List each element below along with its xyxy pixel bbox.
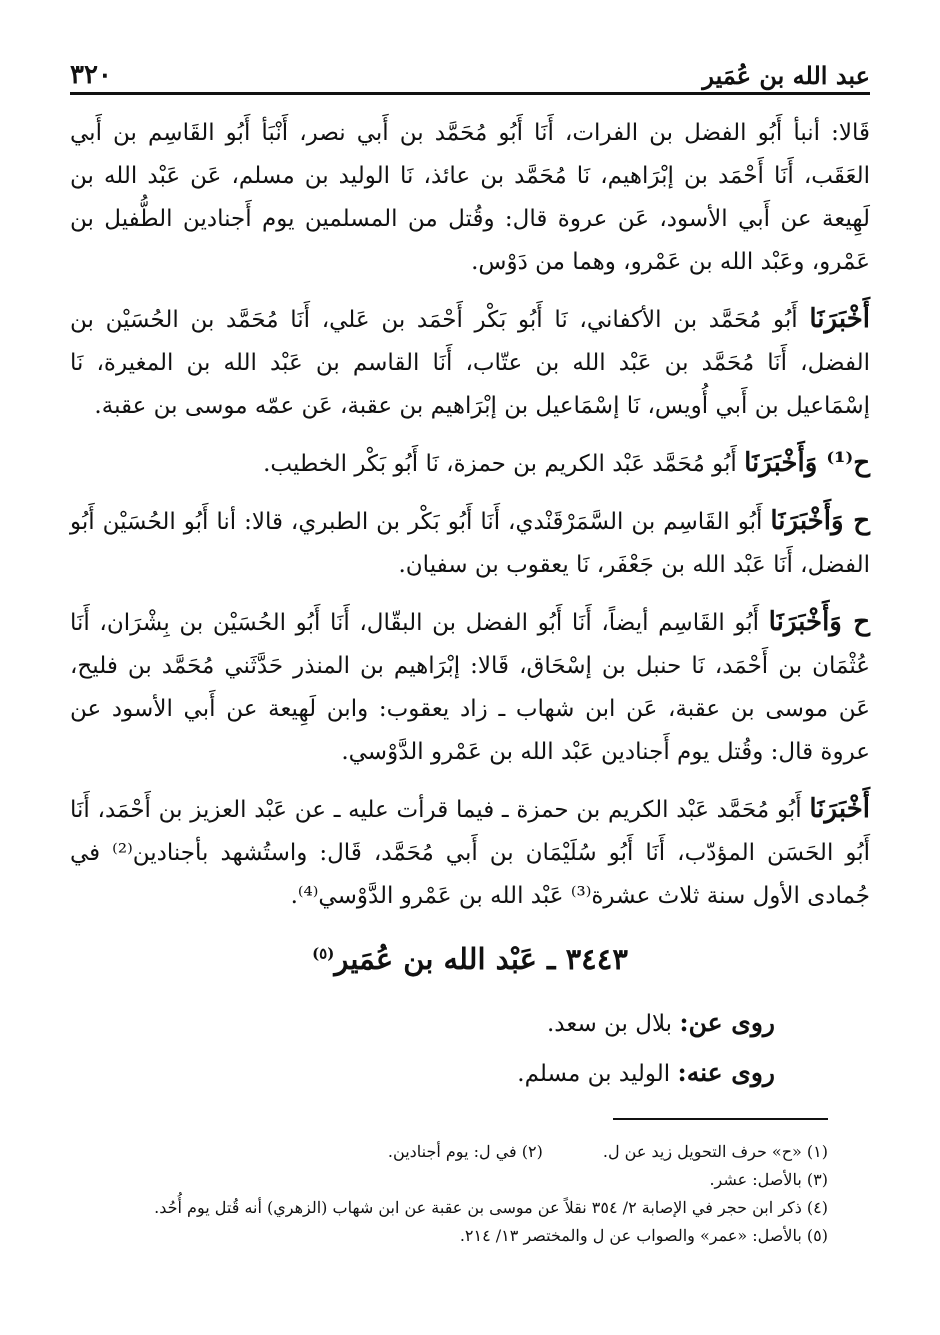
page-number: ٣٢٠ xyxy=(70,60,112,90)
paragraph-text: قَالا: أنبأ أَبُو الفضل بن الفرات، أَنَا أَبُو مُحَمَّد بن أَبي نصر، أَنْبَأ أَبُو القَاسِم بن أَبي العَقَب، أَنَا أَحْمَد بن إبْرَاهيم، نَا مُحَمَّد بن عائذ، نَا الوليد بن مسلم، عَن عَبْد الله بن لَهِيعة عن أَبي الأسود، عَن عروة قال: وقُتل من المسلمين يوم أَجنادين الطُّفيل بن عَمْرو، وعَبْد الله بن عَمْرو، وهما من دَوْس. xyxy=(70,120,870,275)
paragraph-text: أَبُو مُحَمَّد عَبْد الكريم بن حمزة ـ فيما قرأت عليه ـ عن عَبْد العزيز بن أَحْمَد، أَنَا أَبُو الحَسَن المؤدّب، أَنَا أَبُو سُلَيْمَان بن أَبي مُحَمَّد، قَال: واستُشهد بأجنادين⁽²⁾ في جُمادى الأول سنة ثلاث عشرة⁽³⁾ عَبْد الله بن عَمْرو الدَّوْسي⁽⁴⁾. xyxy=(70,797,871,909)
paragraph-text: أَبُو القَاسِم أيضاً، أَنَا أَبُو الفضل بن البقّال، أَنَا أَبُو الحُسَيْن بن بِشْرَان، أَنَا عُثْمَان بن أَحْمَد، نَا حنبل بن إسْحَاق، قَالا: إبْرَاهيم بن المنذر حَدَّثَني مُحَمَّد بن فليح، عَن موسى بن عقبة، عَن ابن شهاب ـ زاد يعقوب: وابن لَهِيعة عن أَبي الأسود عن عروة قال: وقُتل يوم أَجنادين عَبْد الله بن عَمْرو الدَّوْسي. xyxy=(70,610,870,765)
chain-lead: ح وَأَخْبَرَنَا xyxy=(768,607,870,637)
footnote-rule xyxy=(613,1118,828,1120)
footnote-ref: (٥) xyxy=(312,944,335,963)
paragraph xyxy=(70,500,870,587)
paragraph xyxy=(70,112,870,284)
narrated-by-line xyxy=(517,1058,775,1087)
paragraph-text: أَبُو القَاسِم بن السَّمَرْقَنْدي، أَنَا أَبُو بَكْر بن الطبري، قالا: أنا أَبُو الحُسَيْن أَبُو الفضل، أَنَا عَبْد الله بن جَعْفَر، نَا يعقوب بن سفيان. xyxy=(70,509,870,578)
chain-lead: أَخْبَرَنَا xyxy=(809,794,870,824)
narrated-from-line xyxy=(547,1008,775,1037)
page-header xyxy=(70,52,870,90)
paragraph xyxy=(70,601,870,774)
narrated-from-label: روى عن: xyxy=(679,1008,775,1037)
footnote-2: (٢) في ل: يوم أجنادين. xyxy=(387,1142,543,1161)
footnotes xyxy=(70,1138,828,1250)
running-title: عبد الله بن عُمَير xyxy=(702,61,870,90)
footnote-1: (١) «ح» حرف التحويل زيد عن ل. xyxy=(602,1142,828,1161)
paragraph-text: أَبُو مُحَمَّد بن الأكفاني، نَا أَبُو بَكْر أَحْمَد بن عَلي، أَنَا مُحَمَّد بن الحُسَيْن بن الفضل، أَنَا مُحَمَّد بن عَبْد الله بن عتّاب، أَنَا القاسم بن عَبْد الله بن المغيرة، نَا إسْمَاعيل بن أَبي أُويس، نَا إسْمَاعيل بن إبْرَاهيم بن عقبة، عَن عمّه موسى بن عقبة. xyxy=(70,307,870,419)
paragraph xyxy=(70,788,870,918)
biography-title xyxy=(70,942,870,976)
footnote-4: (٤) ذكر ابن حجر في الإصابة ٢/ ٣٥٤ نقلاً عن موسى بن عقبة عن ابن شهاب (الزهري) أنه قُتل يوم أُحُد. xyxy=(154,1198,828,1217)
footnote-row xyxy=(70,1138,828,1166)
narrated-by-value: الوليد بن مسلم. xyxy=(517,1061,678,1087)
chain-lead: ح وَأَخْبَرَنَا xyxy=(770,506,870,536)
main-text xyxy=(70,112,870,932)
paragraph xyxy=(70,298,870,428)
paragraph xyxy=(70,442,870,486)
footnote-3: (٣) بالأصل: عشر. xyxy=(709,1170,828,1189)
chain-lead: ح⁽¹⁾ وَأَخْبَرَنَا xyxy=(744,448,870,478)
header-rule xyxy=(70,92,870,95)
narrated-by-label: روى عنه: xyxy=(677,1058,775,1087)
footnote-5: (٥) بالأصل: «عمر» والصواب عن ل والمختصر ١٣/ ٢١٤. xyxy=(459,1226,828,1245)
biography-title-text: ٣٤٤٣ ـ عَبْد الله بن عُمَير xyxy=(334,942,628,976)
narrated-from-value: بلال بن سعد. xyxy=(546,1011,680,1037)
paragraph-text: أَبُو مُحَمَّد عَبْد الكريم بن حمزة، نَا أَبُو بَكْر الخطيب. xyxy=(263,451,745,477)
chain-lead: أَخْبَرَنَا xyxy=(809,304,870,334)
